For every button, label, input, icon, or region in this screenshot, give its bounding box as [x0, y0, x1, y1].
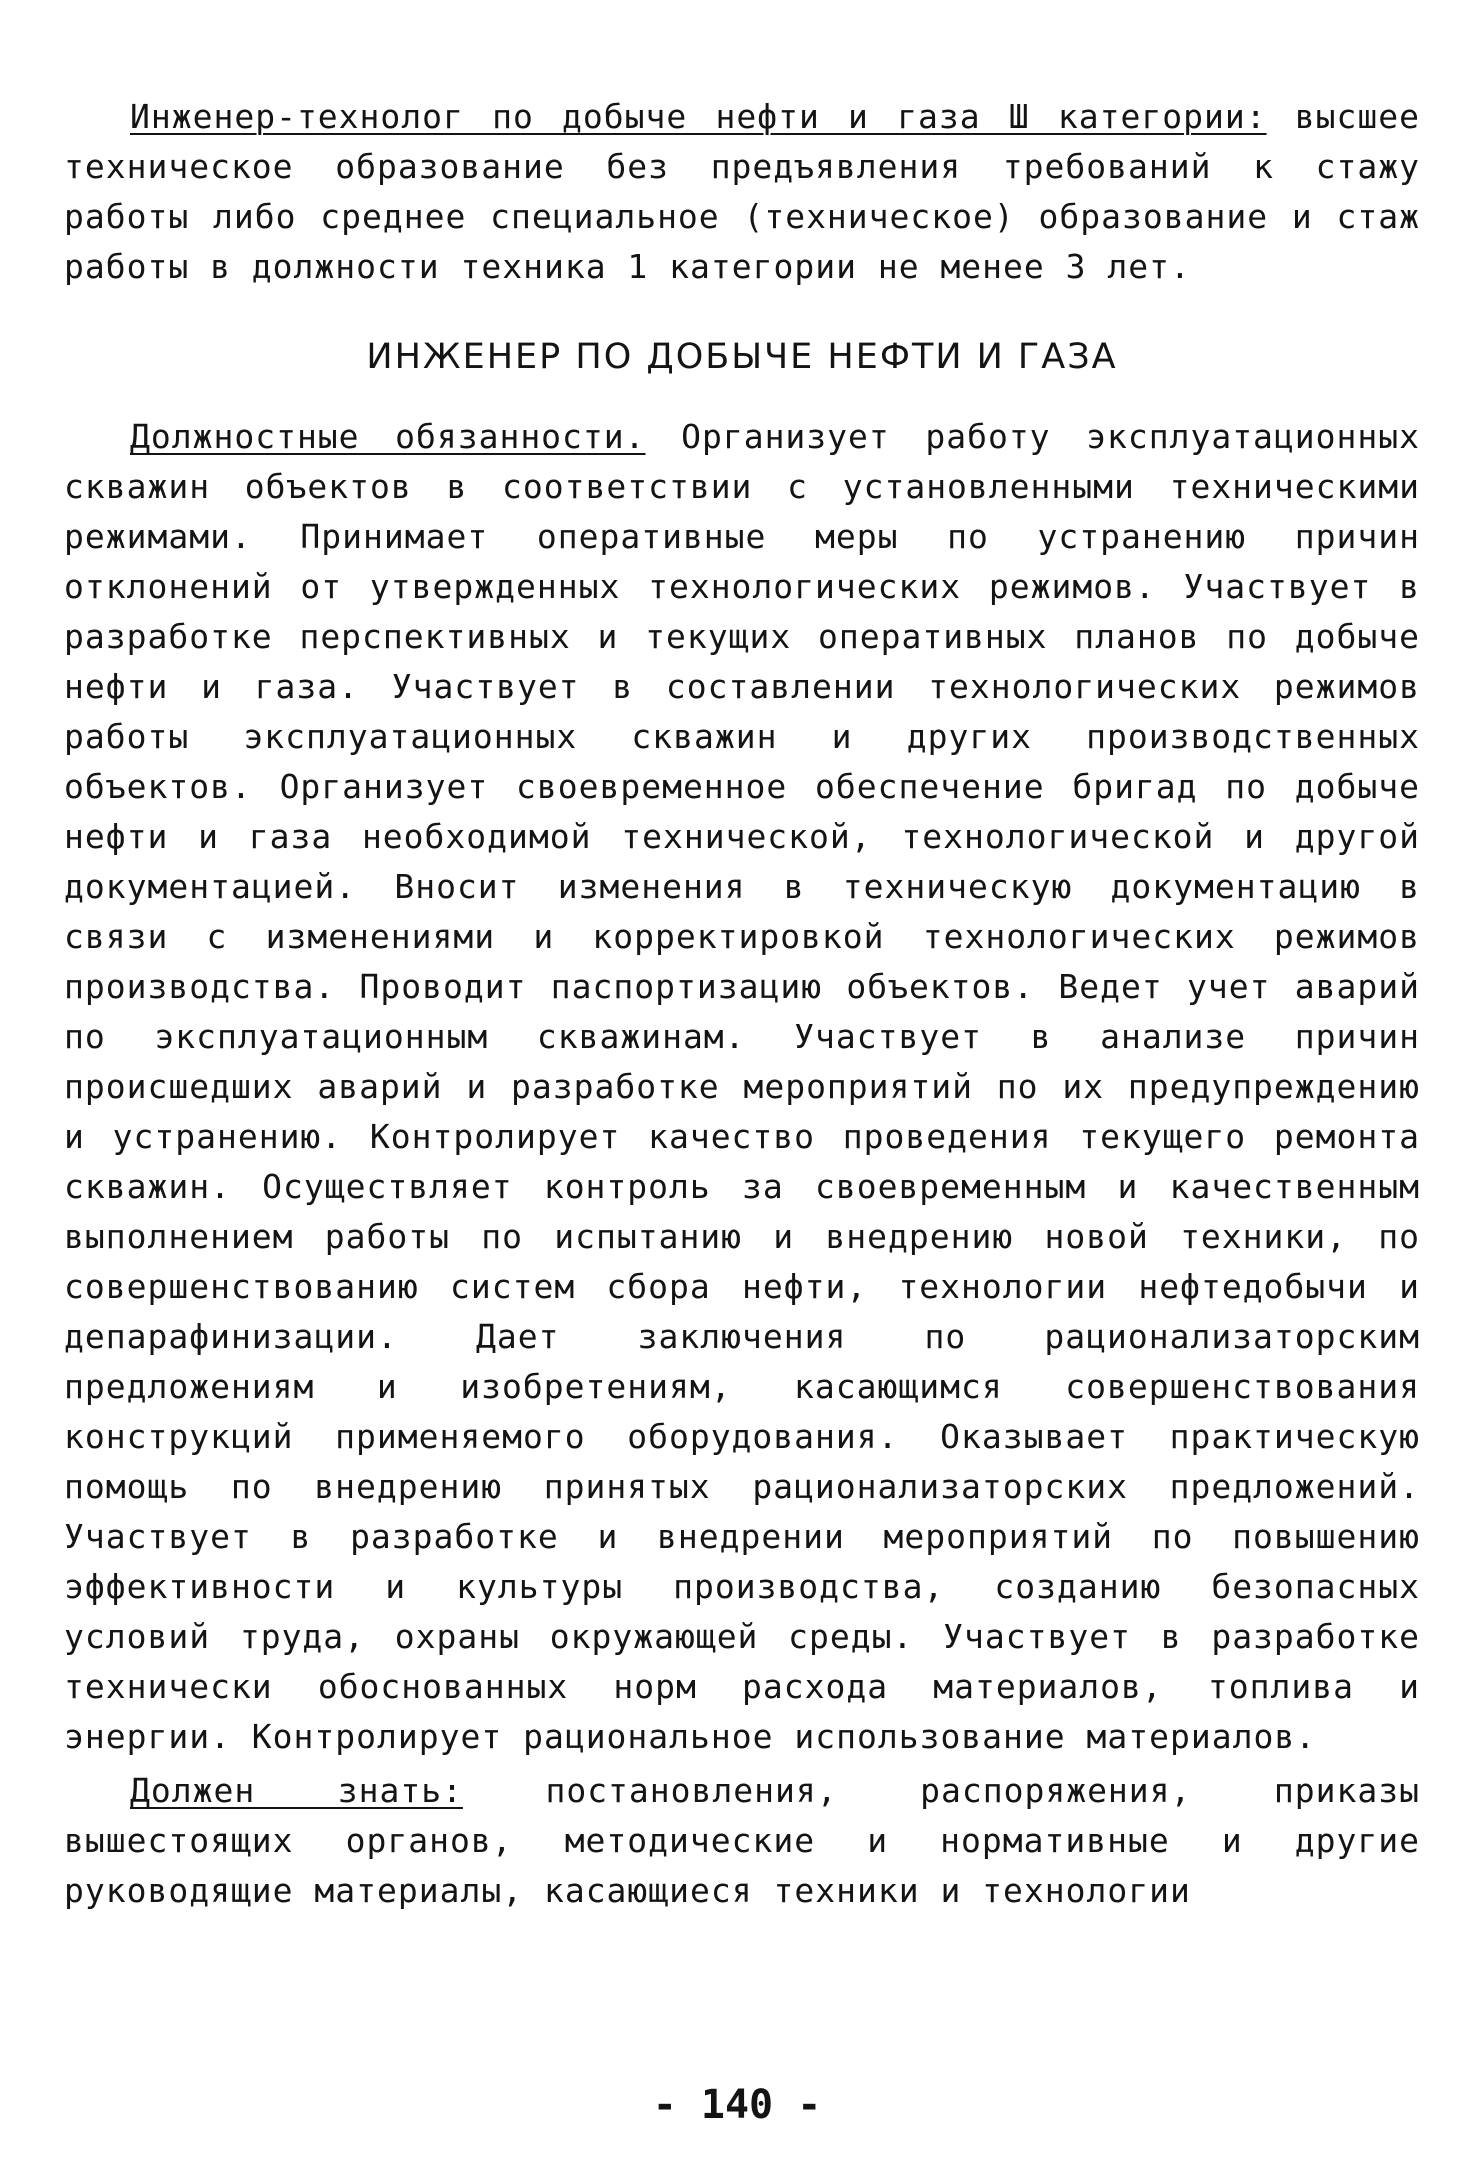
qualification-text: высшее техническое образование без предъявления требований к стажу работы либо среднее специальное (техническое) образование и стаж работы в должности техника 1 категории не менее 3 лет.	[64, 97, 1421, 286]
knowledge-lead: Должен знать:	[130, 1771, 463, 1810]
section-heading: ИНЖЕНЕР ПО ДОБЫЧЕ НЕФТИ И ГАЗА	[366, 337, 1118, 377]
duties-text: Организует работу эксплуатационных скважин объектов в соответствии с установленными техническими режимами. Принимает оперативные меры по устранению причин отклонений от утвержденных технологических режимов. Участвует в разработке перспективных и текущих оперативных планов по добыче нефти и газа. Участвует в составлении технологических режимов работы эксплуатационных скважин и других производственных объектов. Организует своевременное обеспечение бригад по добыче нефти и газа необходимой технической, технологической и другой документацией. Вносит изменения в техническую документацию в связи с изменениями и корректировкой технологических режимов производства. Проводит паспортизацию объектов. Ведет учет аварий по эксплуатационным скважинам. Участвует в анализе причин происшедших аварий и разработке мероприятий по их предупреждению и устранению. Контролирует качество проведения текущего ремонта скважин. Осуществляет контроль за своевременным и качественным выполнением работы по испытанию и внедрению новой техники, по совершенствованию систем сбора нефти, технологии нефтедобычи и депарафинизации. Дает заключения по рационализаторским предложениям и изобретениям, касающимся совершенствования конструкций применяемого оборудования. Оказывает практическую помощь по внедрению принятых рационализаторских предложений. Участвует в разработке и внедрении мероприятий по повышению эффективности и культуры производства, созданию безопасных условий труда, охраны окружающей среды. Участвует в разработке технически обоснованных норм расхода материалов, топлива и энергии. Контролирует рациональное использование материалов.	[64, 417, 1420, 1756]
knowledge-paragraph	[64, 1766, 1420, 1916]
knowledge-text: постановления, распоряжения, приказы вышестоящих органов, методические и нормативные и другие руководящие материалы, касающиеся техники и технологии	[64, 1771, 1420, 1910]
page-content	[64, 92, 1420, 1916]
qualification-lead: Инженер-технолог по добыче нефти и газа Ш категории:	[130, 97, 1267, 136]
qualification-paragraph	[64, 92, 1420, 292]
duties-paragraph	[64, 412, 1420, 1762]
duties-lead: Должностные обязанности.	[130, 417, 646, 456]
page-number: - 140 -	[652, 2082, 822, 2128]
